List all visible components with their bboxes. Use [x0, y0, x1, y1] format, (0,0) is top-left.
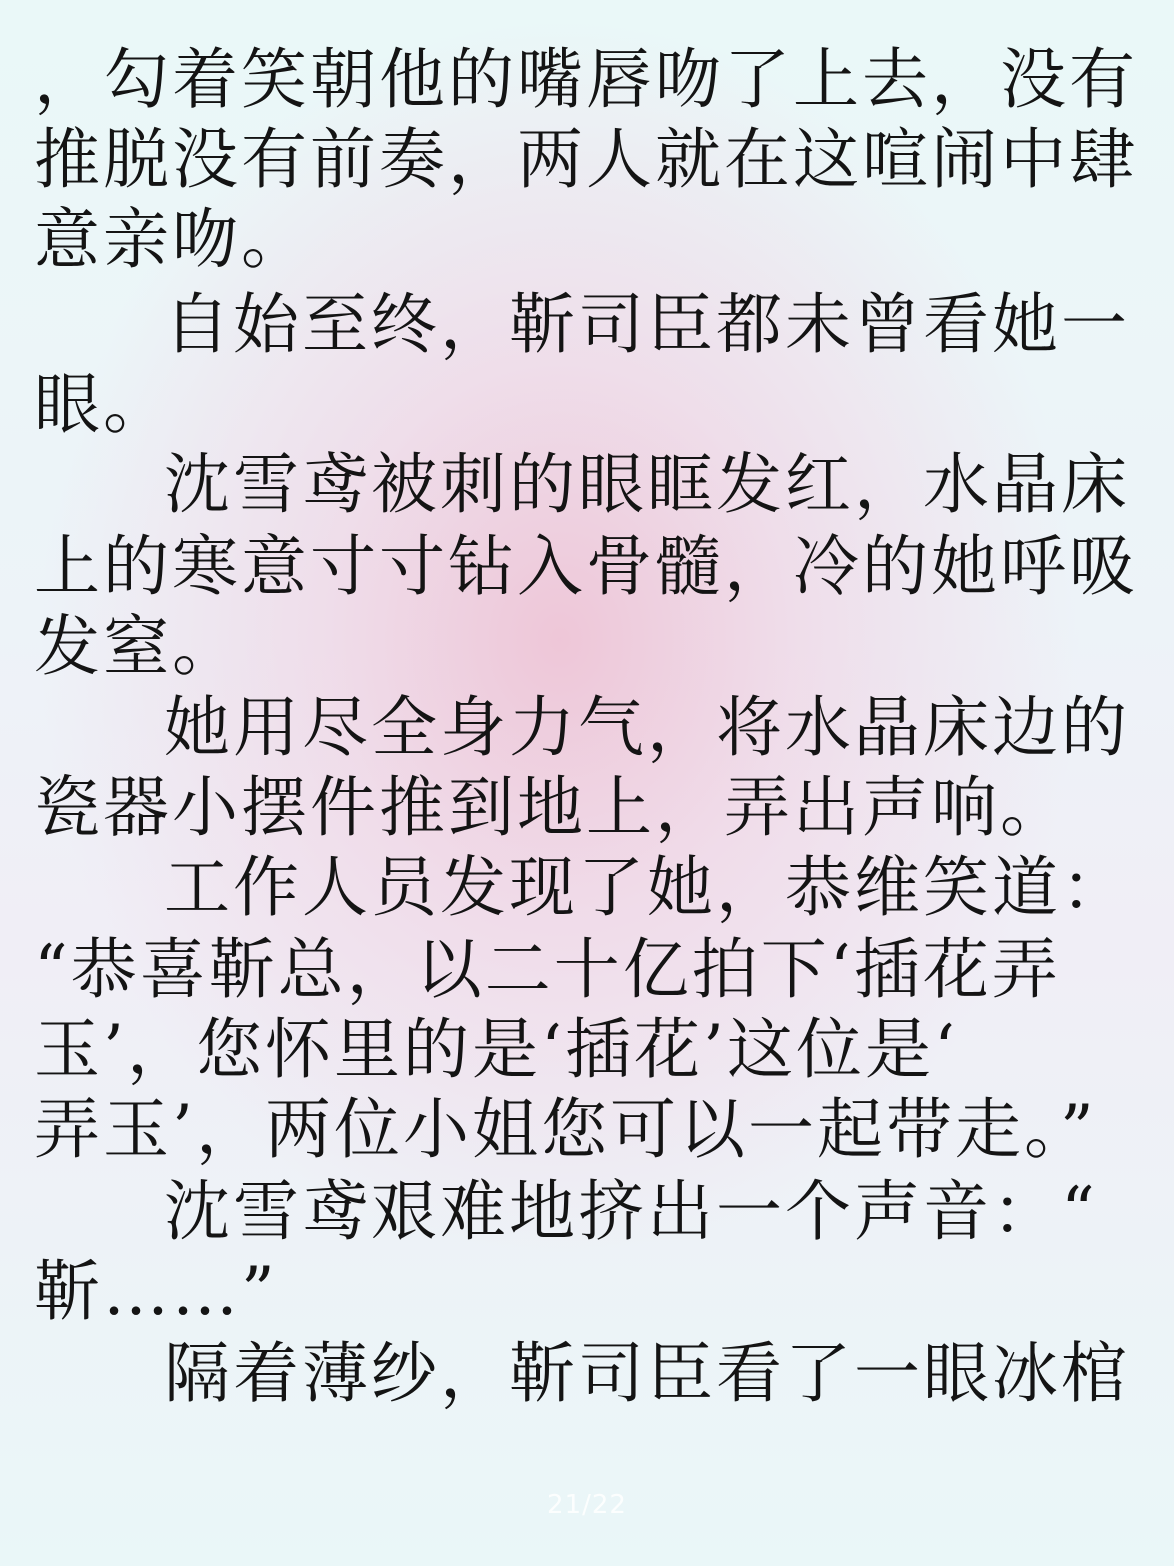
page-indicator: 21/22	[547, 1490, 627, 1520]
text-line: 发窒。	[34, 608, 241, 685]
text-line: 瓷器小摆件推到地上，弄出声响。	[34, 769, 1069, 846]
text-line: “恭喜靳总，以二十亿拍下‘插花弄	[34, 931, 1061, 1008]
text-line: 沈雪鸢被刺的眼眶发红，水晶床	[164, 446, 1130, 523]
text-line: 玉’，您怀里的是‘插花’这位是‘	[34, 1011, 958, 1088]
text-line: 工作人员发现了她，恭维笑道：	[164, 849, 1130, 926]
text-line: 弄玉’，两位小姐您可以一起带走。”	[34, 1091, 1097, 1168]
text-line: 上的寒意寸寸钻入骨髓，冷的她呼吸	[34, 528, 1138, 605]
text-line: ，勾着笑朝他的嘴唇吻了上去，没有	[34, 41, 1138, 118]
text-line: 她用尽全身力气，将水晶床边的	[164, 689, 1130, 766]
text-line: 靳……”	[34, 1253, 278, 1330]
text-line: 推脱没有前奏，两人就在这喧闹中肆	[34, 121, 1138, 198]
text-line: 眼。	[34, 366, 172, 443]
text-line: 意亲吻。	[34, 201, 310, 278]
text-line: 自始至终，靳司臣都未曾看她一	[164, 286, 1130, 363]
text-line: 沈雪鸢艰难地挤出一个声音：“	[164, 1173, 1098, 1250]
text-line: 隔着薄纱，靳司臣看了一眼冰棺	[164, 1335, 1130, 1412]
